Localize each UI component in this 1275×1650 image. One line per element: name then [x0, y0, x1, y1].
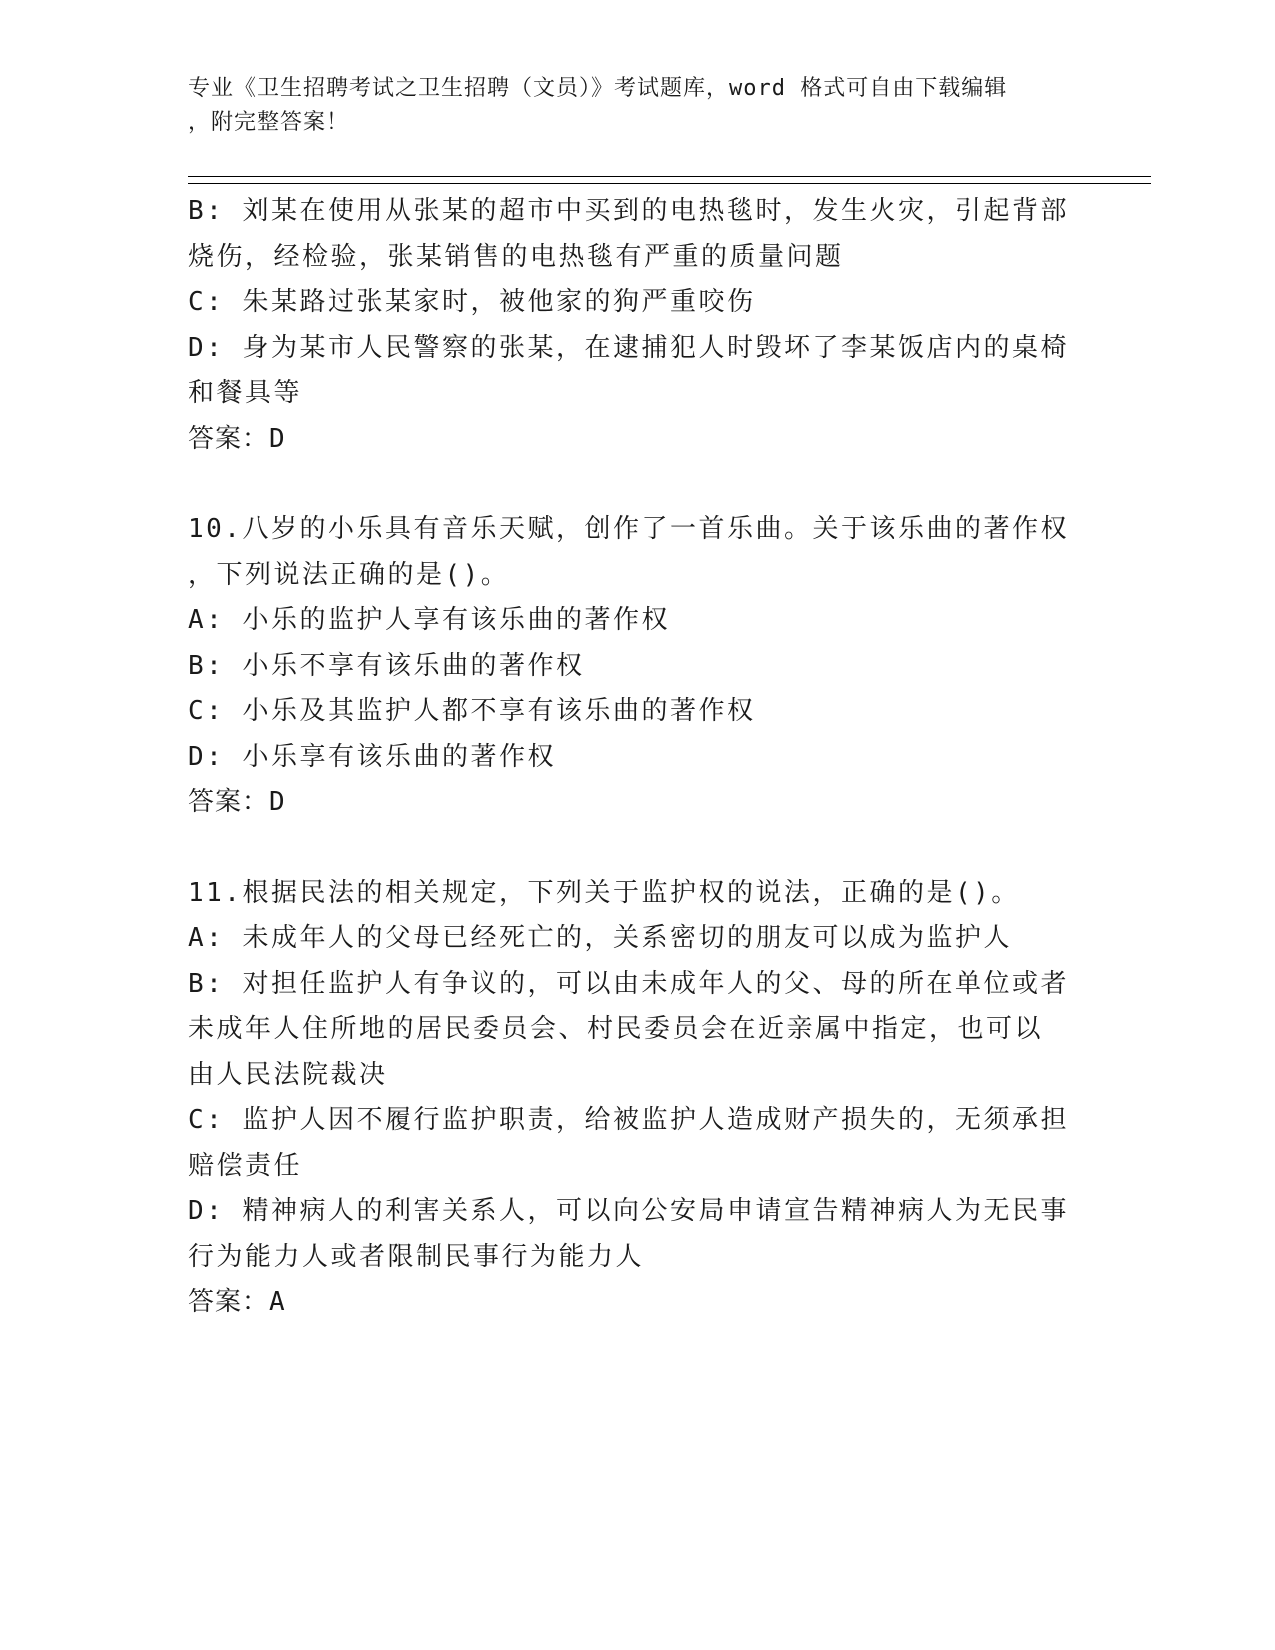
- header-title-line-1: 专业《卫生招聘考试之卫生招聘（文员）》考试题库，word 格式可自由下载编辑: [188, 76, 1008, 101]
- document-header: [188, 72, 1088, 140]
- question-spacer: [188, 462, 1088, 507]
- q11-option-b-line-2: 未成年人住所地的居民委员会、村民委员会在近亲属中指定，也可以: [188, 1014, 1044, 1044]
- q10-option-d: D: 小乐享有该乐曲的著作权: [188, 741, 556, 772]
- question-list: [188, 189, 1088, 1326]
- q11-option-d-line-1: D: 精神病人的利害关系人，可以向公安局申请宣告精神病人为无民事: [188, 1196, 1069, 1226]
- q11-stem: 11.根据民法的相关规定，下列关于监护权的说法，正确的是()。: [188, 877, 1020, 908]
- header-divider-bottom: [188, 183, 1151, 184]
- question-spacer: [188, 826, 1088, 871]
- q11-option-d-line-2: 行为能力人或者限制民事行为能力人: [188, 1241, 645, 1272]
- q10-option-c: C: 小乐及其监护人都不享有该乐曲的著作权: [188, 696, 756, 726]
- q11-answer: 答案：A: [188, 1287, 286, 1317]
- q9-option-b-line-1: B: 刘某在使用从张某的超市中买到的电热毯时，发生火灾，引起背部: [188, 196, 1069, 226]
- q9-option-d-line-1: D: 身为某市人民警察的张某，在逮捕犯人时毁坏了李某饭店内的桌椅: [188, 332, 1069, 363]
- q10-option-b: B: 小乐不享有该乐曲的著作权: [188, 650, 585, 681]
- question-9: [188, 189, 1088, 462]
- q9-option-b-line-2: 烧伤，经检验，张某销售的电热毯有严重的质量问题: [188, 241, 844, 272]
- q10-answer: 答案：D: [188, 787, 286, 817]
- question-10: [188, 507, 1088, 826]
- q9-option-c: C: 朱某路过张某家时，被他家的狗严重咬伤: [188, 287, 756, 317]
- q10-stem-line-1: 10.八岁的小乐具有音乐天赋，创作了一首乐曲。关于该乐曲的著作权: [188, 514, 1069, 544]
- q11-option-c-line-1: C: 监护人因不履行监护职责，给被监护人造成财产损失的，无须承担: [188, 1105, 1069, 1135]
- header-divider-top: [188, 176, 1151, 177]
- q10-stem-line-2: ，下列说法正确的是()。: [188, 559, 510, 590]
- q9-option-d-line-2: 和餐具等: [188, 378, 303, 408]
- q11-option-a: A: 未成年人的父母已经死亡的，关系密切的朋友可以成为监护人: [188, 923, 1012, 953]
- q9-answer: 答案：D: [188, 423, 286, 454]
- q11-option-b-line-1: B: 对担任监护人有争议的，可以由未成年人的父、母的所在单位或者: [188, 968, 1069, 999]
- q10-option-a: A: 小乐的监护人享有该乐曲的著作权: [188, 605, 670, 635]
- question-11: [188, 871, 1088, 1326]
- q11-option-b-line-3: 由人民法院裁决: [188, 1059, 388, 1090]
- q11-option-c-line-2: 赔偿责任: [188, 1150, 303, 1181]
- header-title-line-2: ，附完整答案！: [188, 110, 350, 135]
